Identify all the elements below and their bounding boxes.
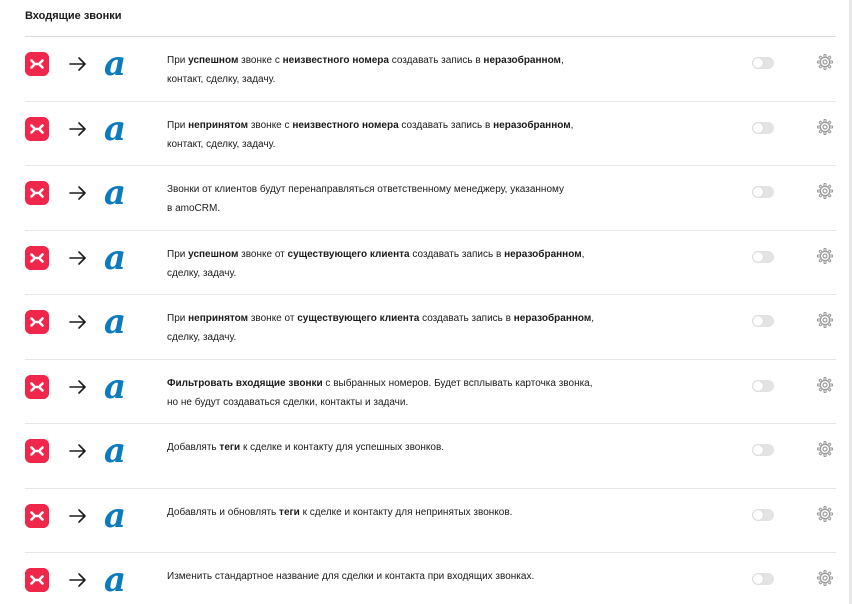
description-text: , bbox=[570, 119, 574, 131]
svg-text:a: a bbox=[104, 239, 127, 274]
rule-row bbox=[25, 489, 836, 554]
toggle-knob bbox=[753, 252, 763, 262]
arrow-right-icon bbox=[68, 375, 88, 399]
rule-row bbox=[25, 231, 836, 296]
description-text: создавать запись в bbox=[419, 313, 514, 324]
rule-row bbox=[25, 295, 836, 360]
description-text: При bbox=[167, 55, 189, 66]
rule-row bbox=[25, 553, 836, 604]
arrow-right-icon bbox=[68, 568, 88, 592]
amocrm-logo-icon bbox=[103, 369, 129, 403]
emphasis-text: неизвестного номера bbox=[292, 119, 399, 131]
rule-description bbox=[167, 51, 687, 89]
emphasis-text: неизвестного номера bbox=[282, 55, 389, 66]
svg-text:a: a bbox=[104, 368, 127, 403]
svg-text:a: a bbox=[104, 497, 127, 532]
telephony-logo-icon bbox=[25, 117, 49, 141]
description-text: Звонки от клиентов будут перенаправляться ответственному менеджеру, указанному bbox=[167, 184, 564, 195]
svg-text:a: a bbox=[104, 433, 127, 467]
description-text: создавать запись в bbox=[398, 119, 494, 131]
toggle-knob bbox=[753, 510, 763, 520]
toggle-knob bbox=[753, 381, 763, 391]
description-text: , bbox=[591, 313, 595, 324]
rule-toggle[interactable] bbox=[752, 57, 774, 69]
telephony-logo-icon bbox=[25, 504, 49, 528]
rule-toggle[interactable] bbox=[752, 573, 774, 585]
emphasis-text: непринятом bbox=[188, 119, 249, 131]
rule-description bbox=[167, 374, 687, 412]
rule-toggle[interactable] bbox=[752, 251, 774, 263]
description-text: звонке от bbox=[238, 248, 288, 260]
arrow-right-icon bbox=[68, 504, 88, 528]
gear-icon[interactable] bbox=[817, 54, 833, 70]
rule-description bbox=[167, 309, 687, 347]
emphasis-text: успешном bbox=[188, 55, 239, 66]
rule-description bbox=[167, 438, 687, 457]
gear-icon[interactable] bbox=[817, 377, 833, 393]
emphasis-text: теги bbox=[219, 442, 241, 453]
gear-icon[interactable] bbox=[817, 441, 833, 457]
arrow-right-icon bbox=[68, 310, 88, 334]
description-text: звонке от bbox=[248, 313, 298, 324]
emphasis-text: успешном bbox=[188, 248, 239, 260]
rule-row bbox=[25, 360, 836, 425]
gear-icon[interactable] bbox=[817, 506, 833, 522]
amocrm-logo-icon bbox=[103, 498, 129, 532]
rule-description bbox=[167, 245, 687, 283]
svg-text:a: a bbox=[104, 175, 127, 209]
description-text: контакт, сделку, задачу. bbox=[167, 138, 276, 150]
arrow-right-icon bbox=[68, 439, 88, 463]
integration-rules-list bbox=[25, 37, 836, 604]
description-text: сделку, задачу. bbox=[167, 267, 237, 279]
gear-icon[interactable] bbox=[817, 312, 833, 328]
rule-toggle[interactable] bbox=[752, 122, 774, 134]
description-text: , bbox=[581, 248, 585, 260]
emphasis-text: неразобранном bbox=[493, 119, 571, 131]
telephony-logo-icon bbox=[25, 52, 49, 76]
rule-row bbox=[25, 166, 836, 231]
gear-icon[interactable] bbox=[817, 248, 833, 264]
description-text: с выбранных номеров. Будет всплывать карточка звонка, bbox=[322, 377, 593, 389]
emphasis-text: теги bbox=[279, 506, 300, 518]
description-text: При bbox=[167, 119, 189, 131]
toggle-knob bbox=[753, 445, 763, 455]
description-text: Добавлять и обновлять bbox=[167, 506, 280, 518]
amocrm-logo-icon bbox=[103, 240, 129, 274]
telephony-logo-icon bbox=[25, 568, 49, 592]
description-text: При bbox=[167, 313, 189, 324]
rule-toggle[interactable] bbox=[752, 444, 774, 456]
emphasis-text: неразобранном bbox=[483, 55, 561, 66]
emphasis-text: неразобранном bbox=[513, 313, 592, 324]
telephony-logo-icon bbox=[25, 246, 49, 270]
arrow-right-icon bbox=[68, 117, 88, 141]
emphasis-text: существующего клиента bbox=[297, 313, 420, 324]
description-text: в amoCRM. bbox=[167, 203, 221, 214]
telephony-logo-icon bbox=[25, 439, 49, 463]
rule-toggle[interactable] bbox=[752, 509, 774, 521]
rule-row bbox=[25, 37, 836, 102]
gear-icon[interactable] bbox=[817, 570, 833, 586]
description-text: , bbox=[560, 55, 564, 66]
toggle-knob bbox=[753, 187, 763, 197]
amocrm-logo-icon bbox=[103, 562, 129, 596]
description-text: к сделке и контакту для успешных звонков. bbox=[240, 442, 445, 453]
toggle-knob bbox=[753, 58, 763, 68]
toggle-knob bbox=[753, 316, 763, 326]
rule-description bbox=[167, 116, 687, 154]
description-text: Добавлять bbox=[167, 442, 220, 453]
description-text: создавать запись в bbox=[388, 55, 484, 66]
emphasis-text: Фильтровать входящие звонки bbox=[167, 377, 323, 389]
toggle-knob bbox=[753, 123, 763, 133]
description-text: Изменить стандартное название для сделки и контакта при входящих звонках. bbox=[167, 571, 535, 582]
gear-icon[interactable] bbox=[817, 183, 833, 199]
rule-toggle[interactable] bbox=[752, 380, 774, 392]
description-text: к сделке и контакту для непринятых звонков. bbox=[299, 506, 513, 518]
rule-row bbox=[25, 102, 836, 167]
rule-toggle[interactable] bbox=[752, 315, 774, 327]
telephony-logo-icon bbox=[25, 181, 49, 205]
telephony-logo-icon bbox=[25, 375, 49, 399]
svg-text:a: a bbox=[104, 304, 127, 338]
toggle-knob bbox=[753, 574, 763, 584]
amocrm-logo-icon bbox=[103, 433, 129, 467]
telephony-logo-icon bbox=[25, 310, 49, 334]
amocrm-logo-icon bbox=[103, 111, 129, 145]
arrow-right-icon bbox=[68, 246, 88, 270]
svg-text:a: a bbox=[104, 562, 127, 596]
svg-text:a: a bbox=[104, 46, 127, 80]
arrow-right-icon bbox=[68, 52, 88, 76]
amocrm-logo-icon bbox=[103, 304, 129, 338]
emphasis-text: неразобранном bbox=[504, 248, 582, 260]
rule-description bbox=[167, 567, 687, 586]
svg-text:a: a bbox=[104, 110, 127, 145]
arrow-right-icon bbox=[68, 181, 88, 205]
emphasis-text: существующего клиента bbox=[287, 248, 410, 260]
description-text: сделку, задачу. bbox=[167, 332, 237, 343]
emphasis-text: непринятом bbox=[188, 313, 249, 324]
description-text: При bbox=[167, 248, 189, 260]
rule-row bbox=[25, 424, 836, 489]
gear-icon[interactable] bbox=[817, 119, 833, 135]
description-text: но не будут создаваться сделки, контакты и задачи. bbox=[167, 396, 409, 408]
description-text: создавать запись в bbox=[409, 248, 505, 260]
amocrm-logo-icon bbox=[103, 175, 129, 209]
description-text: звонке с bbox=[248, 119, 293, 131]
amocrm-logo-icon bbox=[103, 46, 129, 80]
rule-toggle[interactable] bbox=[752, 186, 774, 198]
description-text: звонке с bbox=[238, 55, 283, 66]
rule-description bbox=[167, 180, 687, 218]
section-title: Входящие звонки bbox=[25, 10, 122, 22]
description-text: контакт, сделку, задачу. bbox=[167, 74, 276, 85]
rule-description bbox=[167, 503, 687, 522]
